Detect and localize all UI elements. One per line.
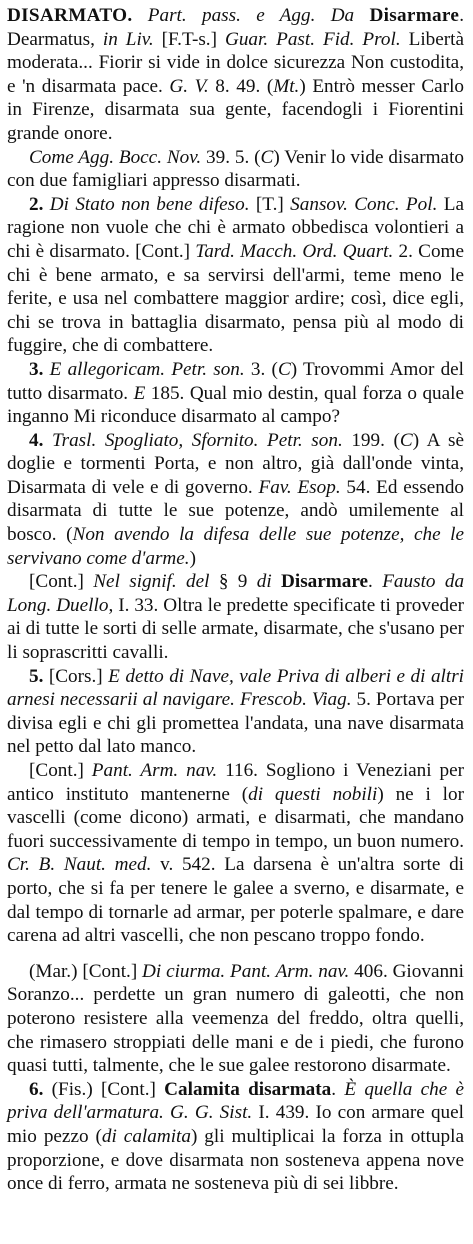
sense-marker: Calamita disarmata <box>164 1078 332 1100</box>
italic-text: Fav. Esop. <box>258 476 341 498</box>
text-run: 8. 49. ( <box>208 75 274 97</box>
entry-paragraph <box>7 429 464 571</box>
text-run: ) <box>189 547 196 569</box>
text-run: 406. Giovanni Soranzo... perdette un gran numero di galeotti, che non poterono resistere alla veemenza del freddo, oltra quelli, che rimasero stroppiati delle mani e de i piedi, che furono quasi tutti, talmente, che le sue galee restorono disarmate. <box>7 960 464 1077</box>
sense-marker: Disarmare <box>281 571 369 593</box>
text-run: [F.T-s.] <box>153 28 225 50</box>
sense-marker: 3. <box>29 358 44 380</box>
text-run <box>272 571 281 592</box>
text-run: ) A sè doglie e tormenti Porta, e non altro, già dall'onde vinta, Disarmata di vele e di governo. <box>7 429 465 498</box>
text-run: Libertà moderata... Fiorir si vide in dolce sicurezza Non custodita, e 'n disarmata pace. <box>7 28 464 97</box>
sense-marker: 2. <box>29 193 44 215</box>
italic-text: Trasl. Spogliato, Sfornito. Petr. son. <box>51 429 343 451</box>
text-run: ) Entrò messer Carlo in Firenze, disarmata sua gente, facendogli i Fiorentini grande onore. <box>7 75 465 144</box>
text-run: ) Venir lo vide disarmato con due famigliari appresso disarmati. <box>7 146 464 192</box>
entry-paragraph <box>7 570 464 664</box>
italic-text: È quella che è priva dell'armatura. G. G. Sist. <box>7 1078 465 1124</box>
text-run <box>43 430 52 451</box>
text-run: La ragione non vuole che chi è armato obbedisca volontieri a chi è disarmato. [Cont.] <box>7 193 464 262</box>
headword: DISARMATO. <box>7 5 133 26</box>
italic-text: Di ciurma. Pant. Arm. nav. <box>142 960 350 982</box>
text-run: 2. Come chi è bene armato, e sa servirsi dell'armi, teme meno le ferite, e usa nel combattere maggior ardire; così, dice egli, chi se trova in battaglia disarmato, pensa più al modo di fuggire, che di combattere. <box>7 240 464 357</box>
italic-text: E <box>133 382 146 404</box>
italic-text: C <box>277 358 291 380</box>
italic-text: di calamita <box>101 1125 191 1147</box>
text-run: [T.] <box>249 193 291 215</box>
text-run: , I. 33. Oltra le predette specificate ti proveder ai di tutte le sorti di selle armate, disarmate, che s'usano per li soprascritti cavalli. <box>7 594 464 664</box>
entry-paragraph <box>7 358 464 429</box>
text-run: . <box>368 571 383 593</box>
entry-paragraph <box>7 193 464 358</box>
text-run: 54. Ed essendo disarmata di tutte le sue potenze, andò umilemente al bosco. ( <box>7 476 465 546</box>
text-run: 3. ( <box>244 358 278 380</box>
text-run: 39. 5. ( <box>201 146 261 168</box>
text-run: [Cont.] <box>29 760 92 781</box>
headword: Disarmare <box>369 5 460 26</box>
entry-paragraph <box>7 960 464 1078</box>
italic-text: Come Agg. Bocc. Nov. <box>29 146 202 168</box>
italic-text: C <box>399 429 413 451</box>
italic-text: in Liv. <box>102 28 154 50</box>
sense-marker: 5. <box>29 665 44 687</box>
text-run: (Mar.) [Cont.] <box>29 960 143 982</box>
italic-text: Tard. Macch. Ord. Quart. <box>195 240 394 262</box>
text-run: 199. ( <box>342 429 400 451</box>
sense-marker: 6. <box>29 1078 44 1100</box>
italic-text: Guar. Past. Fid. Prol. <box>224 28 401 50</box>
text-run: . Dearmatus, <box>7 5 464 50</box>
entry-paragraph <box>7 759 464 948</box>
dictionary-entry-disarmato <box>7 4 464 1196</box>
italic-text: Fausto da Long. Duello <box>7 571 465 616</box>
text-run: (Fis.) [Cont.] <box>43 1078 165 1100</box>
text-run: . <box>331 1078 345 1100</box>
italic-text: E detto di Nave, vale Priva di alberi e di altri arnesi necessarii al navigare. Frescob. Viag. <box>7 665 464 711</box>
entry-paragraph <box>7 146 464 193</box>
entry-paragraph <box>7 4 464 146</box>
sense-marker: 4. <box>29 429 44 451</box>
italic-text: Pant. Arm. nav. <box>91 760 218 781</box>
text-run: 185. Qual mio destin, qual forza o quale inganno Mi riconduce disarmato al campo? <box>7 382 464 428</box>
italic-text: Non avendo la difesa delle sue potenze, che le servivano come d'arme. <box>7 524 464 569</box>
text-run: ) gli multiplicai la forza in ottupla proporzione, e dove disarmata non sosteneva appena nove once di ferro, armata ne sosteneva più di sei libbre. <box>7 1125 464 1195</box>
italic-text: G. V. <box>169 75 209 97</box>
italic-text: Part. pass. e Agg. Da <box>147 5 370 26</box>
entry-paragraph <box>7 665 464 759</box>
italic-text: C <box>260 146 274 168</box>
text-run: 116. Sogliono i Veneziani per antico instituto mantenerne ( <box>7 760 464 805</box>
italic-text: di <box>256 571 272 593</box>
text-run: § 9 <box>209 571 257 593</box>
text-run: ) Trovommi Amor del tutto disarmato. <box>7 358 465 404</box>
italic-text: E allegoricam. Petr. son. <box>49 358 245 380</box>
italic-text: di questi nobili <box>248 783 378 805</box>
text-run: I. 439. Io con armare quel mio pezzo ( <box>7 1102 464 1147</box>
text-run: [Cors.] <box>43 665 109 687</box>
text-run: v. 542. La darsena è un'altra sorte di porto, che si fa per tenere le galee a sverno, e disarmate, e dal tempo di tornarle ad armar, per poterle spalmare, e dare carena ad altri vascelli, che non pescano troppo fondo. <box>7 854 464 947</box>
italic-text: Di Stato non bene difeso. <box>49 193 250 215</box>
entry-paragraph <box>7 1078 464 1196</box>
italic-text: Cr. B. Naut. med. <box>7 854 152 876</box>
italic-text: Sansov. Conc. Pol. <box>290 193 438 215</box>
italic-text: Mt. <box>273 75 300 97</box>
italic-text: Nel signif. del <box>93 571 210 593</box>
text-run: [Cont.] <box>29 571 94 593</box>
text-run <box>132 5 147 26</box>
text-run: ) ne i lor vascelli (come dicono) armati, e disarmati, che mandano fuori successivamente di tempo in tempo, un buon numero. <box>7 783 464 852</box>
text-run: 5. Portava per divisa egli e chi gli promettea l'andata, una nave disarmata nel petto dal lato manco. <box>7 689 464 758</box>
